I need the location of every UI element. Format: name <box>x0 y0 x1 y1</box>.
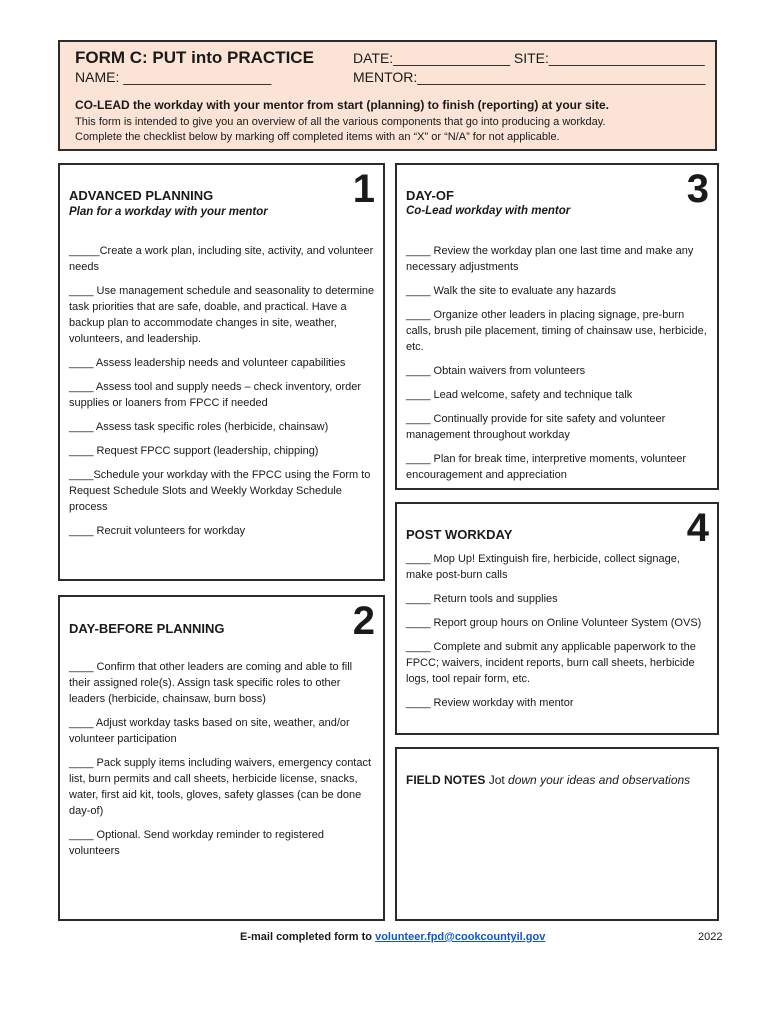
date-site-field[interactable]: DATE:_______________ SITE:____________________ <box>353 50 705 66</box>
checklist <box>69 659 375 867</box>
checklist-item[interactable]: ____ Review the workday plan one last time and make any necessary adjustments <box>406 245 694 273</box>
checklist-item[interactable]: ____ Assess leadership needs and volunteer capabilities <box>69 357 346 369</box>
checklist-item[interactable]: ____ Mop Up! Extinguish fire, herbicide, collect signage, make post-burn calls <box>406 553 680 581</box>
checklist-item[interactable]: ____ Request FPCC support (leadership, chipping) <box>69 445 319 457</box>
checklist-item[interactable]: ____ Review workday with mentor <box>406 697 574 709</box>
checklist-item[interactable]: ____ Lead welcome, safety and technique talk <box>406 389 633 401</box>
footer-email-instruction <box>240 931 545 943</box>
checklist-item[interactable]: ____ Complete and submit any applicable paperwork to the FPCC; waivers, incident reports, burn call sheets, herbicide logs, tool repair form, etc. <box>406 641 696 685</box>
checklist-item[interactable]: ____ Walk the site to evaluate any hazards <box>406 285 616 297</box>
checklist-item[interactable]: ____Schedule your workday with the FPCC using the Form to Request Schedule Slots and Weekly Workday Schedule process <box>69 469 371 513</box>
checklist-item[interactable]: ____ Confirm that other leaders are coming and able to fill their assigned role(s). Assign task specific roles to other leaders (herbicide, chainsaw, burn boss) <box>69 661 353 705</box>
section-number: 1 <box>352 167 375 211</box>
checklist-item[interactable]: ____ Recruit volunteers for workday <box>69 525 246 537</box>
section-title: POST WORKDAY <box>406 527 513 542</box>
field-notes-prompt: Jot <box>488 773 505 787</box>
section-title: ADVANCED PLANNING <box>69 188 214 203</box>
checklist-item[interactable]: ____ Assess task specific roles (herbicide, chainsaw) <box>69 421 329 433</box>
checklist-item[interactable]: ____ Report group hours on Online Volunteer System (OVS) <box>406 617 702 629</box>
section-number: 4 <box>686 506 709 550</box>
checklist-item[interactable]: ____ Optional. Send workday reminder to registered volunteers <box>69 829 324 857</box>
form-title: FORM C: PUT into PRACTICE <box>75 48 314 67</box>
day-before-planning-box <box>58 595 385 921</box>
checklist-item[interactable]: ____ Use management schedule and seasonality to determine task priorities that are safe, doable, and practical. Have a backup plan to accommodate changes in site, weather, volunteers, and leadership. <box>69 285 375 345</box>
checklist-item[interactable]: ____ Continually provide for site safety and volunteer management throughout workday <box>406 413 666 441</box>
email-link[interactable]: volunteer.fpd@cookcountyil.gov <box>375 931 546 943</box>
checklist-item[interactable]: ____ Pack supply items including waivers, emergency contact list, burn permits and call sheets, herbicide license, snacks, water, first aid kit, tools, gloves, safety glasses (can be done day-of) <box>69 757 372 817</box>
colead-instruction: CO-LEAD the workday with your mentor from start (planning) to finish (reporting) at your site. <box>75 98 610 112</box>
field-notes-label <box>406 773 690 787</box>
name-field[interactable]: NAME: ___________________ <box>75 69 272 85</box>
section-number: 3 <box>686 167 709 211</box>
section-subtitle: Plan for a workday with your mentor <box>69 206 268 218</box>
section-title: DAY-BEFORE PLANNING <box>69 621 225 636</box>
day-of-box <box>395 163 719 490</box>
post-workday-box <box>395 502 719 735</box>
section-title: DAY-OF <box>406 188 454 203</box>
checklist-item[interactable]: _____Create a work plan, including site, activity, and volunteer needs <box>69 245 374 273</box>
form-header <box>58 40 717 151</box>
checklist-item[interactable]: ____ Assess tool and supply needs – check inventory, order supplies or loaners from FPCC if needed <box>69 381 362 409</box>
checklist <box>69 243 375 547</box>
checklist <box>406 551 709 719</box>
checklist-item[interactable]: ____ Organize other leaders in placing signage, pre-burn calls, brush pile placement, timing of chainsaw use, herbicide, etc. <box>406 309 707 353</box>
intro-line-2: Complete the checklist below by marking off completed items with an “X” or “N/A” for not applicable. <box>75 131 560 143</box>
advanced-planning-box <box>58 163 385 581</box>
section-subtitle: Co-Lead workday with mentor <box>406 205 571 217</box>
email-label: E-mail completed form to <box>240 931 373 943</box>
mentor-field[interactable]: MENTOR:_____________________________________ <box>353 69 706 85</box>
checklist-item[interactable]: ____ Obtain waivers from volunteers <box>406 365 586 377</box>
checklist <box>406 243 709 491</box>
checklist-item[interactable]: ____ Plan for break time, interpretive moments, volunteer encouragement and appreciation <box>406 453 687 481</box>
intro-text <box>75 115 695 145</box>
field-notes-title: FIELD NOTES <box>406 773 486 787</box>
checklist-item[interactable]: ____ Return tools and supplies <box>406 593 558 605</box>
footer-year: 2022 <box>698 931 723 943</box>
intro-line-1: This form is intended to give you an overview of all the various components that go into producing a workday. <box>75 116 606 128</box>
field-notes-prompt-italic: down your ideas and observations <box>508 773 691 787</box>
section-number: 2 <box>352 599 375 643</box>
field-notes-box[interactable] <box>395 747 719 921</box>
checklist-item[interactable]: ____ Adjust workday tasks based on site, weather, and/or volunteer participation <box>69 717 350 745</box>
